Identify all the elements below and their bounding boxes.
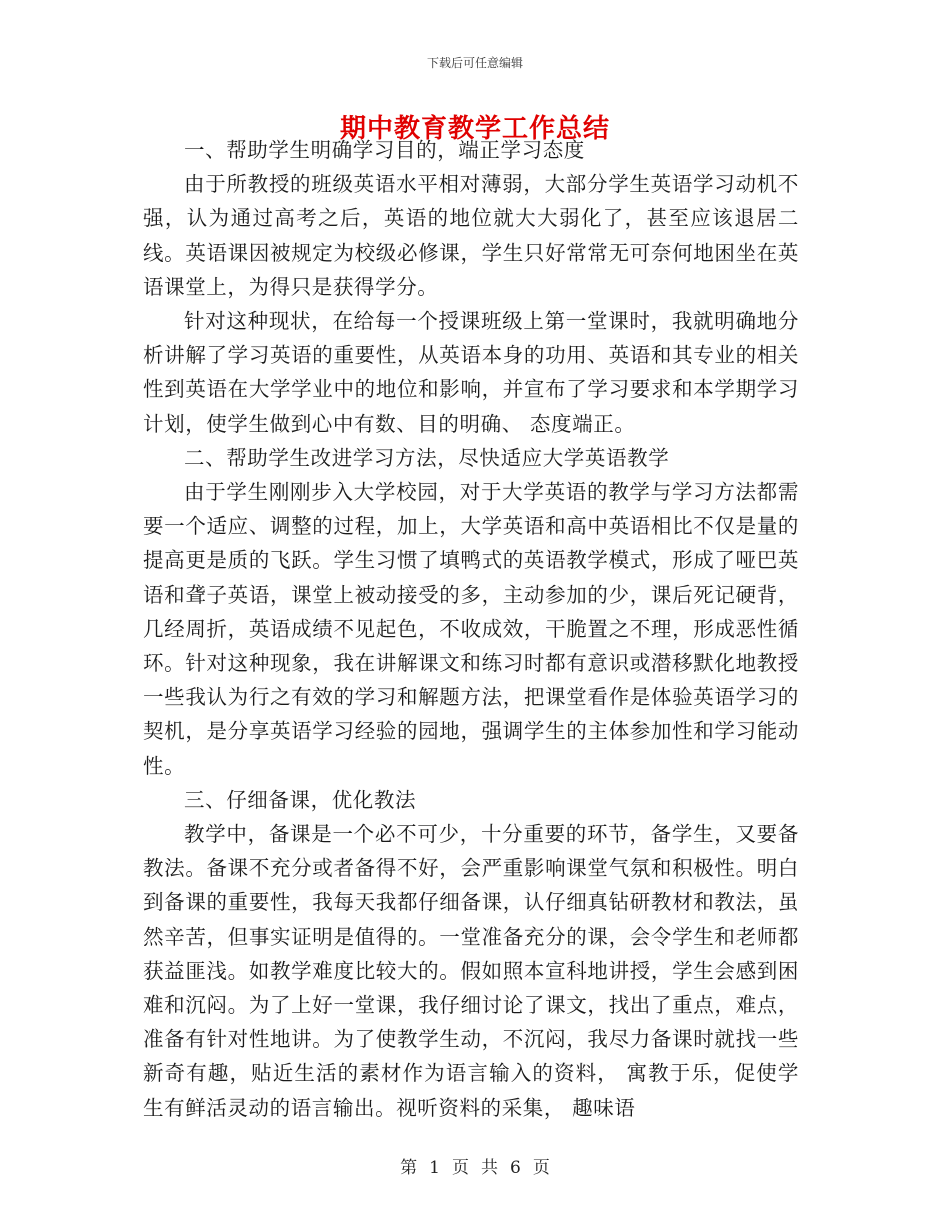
section-heading: 一、帮助学生明确学习目的，端正学习态度 (184, 138, 585, 162)
header-note: 下载后可任意编辑 (426, 56, 523, 70)
footer-page-number: 1 (429, 1158, 440, 1178)
page-footer (0, 1153, 950, 1178)
footer-page-unit: 页 (452, 1158, 469, 1178)
paragraph: 教学中，备课是一个必不可少，十分重要的环节，备学生，又要备教法。备课不充分或者备得不好，会严重影响课堂气氛和积极性。明白到备课的重要性，我每天我都仔细备课，认仔细真钻研教材和教法，虽然辛苦，但事实证明是值得的。一堂准备充分的课，会令学生和老师都获益匪浅。如教学难度比较大的。假如照本宣科地讲授，学生会感到困难和沉闷。为了上好一堂课，我仔细讨论了课文，找出了重点，难点，准备有针对性地讲。为了使教学生动，不沉闷，我尽力备课时就找一些新奇有趣，贴近生活的素材作为语言输入的资料， 寓教于乐，促使学生有鲜活灵动的语言输出。视听资料的采集， 趣味语 (143, 822, 799, 1120)
paragraph: 由于所教授的班级英语水平相对薄弱，大部分学生英语学习动机不强，认为通过高考之后，英语的地位就大大弱化了，甚至应该退居二线。英语课因被规定为校级必修课，学生只好常常无可奈何地困坐在英语课堂上，为得只是获得学分。 (143, 172, 799, 299)
footer-page-label: 第 (400, 1158, 418, 1178)
footer-total-label: 共 (481, 1158, 498, 1178)
paragraph: 由于学生刚刚步入大学校园，对于大学英语的教学与学习方法都需要一个适应、调整的过程，加上，大学英语和高中英语相比不仅是量的提高更是质的飞跃。学生习惯了填鸭式的英语教学模式，形成了哑巴英语和聋子英语，课堂上被动接受的多，主动参加的少，课后死记硬背，几经周折，英语成绩不见起色，不收成效，干脆置之不理，形成恶性循环。针对这种现象，我在讲解课文和练习时都有意识或潜移默化地教授一些我认为行之有效的学习和解题方法，把课堂看作是体验英语学习的契机，是分享英语学习经验的园地，强调学生的主体参加性和学习能动性。 (143, 480, 799, 778)
footer-total-unit: 页 (532, 1158, 550, 1178)
section-heading: 二、帮助学生改进学习方法，尽快适应大学英语教学 (184, 445, 670, 470)
section-heading: 三、仔细备课，优化教法 (184, 787, 417, 812)
document-title: 期中教育教学工作总结 (339, 114, 610, 144)
document-body (143, 133, 799, 1125)
footer-total-number: 6 (510, 1158, 521, 1178)
paragraph: 针对这种现状，在给每一个授课班级上第一堂课时，我就明确地分析讲解了学习英语的重要性，从英语本身的功用、英语和其专业的相关性到英语在大学学业中的地位和影响，并宣布了学习要求和本学期学习计划，使学生做到心中有数、目的明确、 态度端正。 (143, 309, 799, 436)
